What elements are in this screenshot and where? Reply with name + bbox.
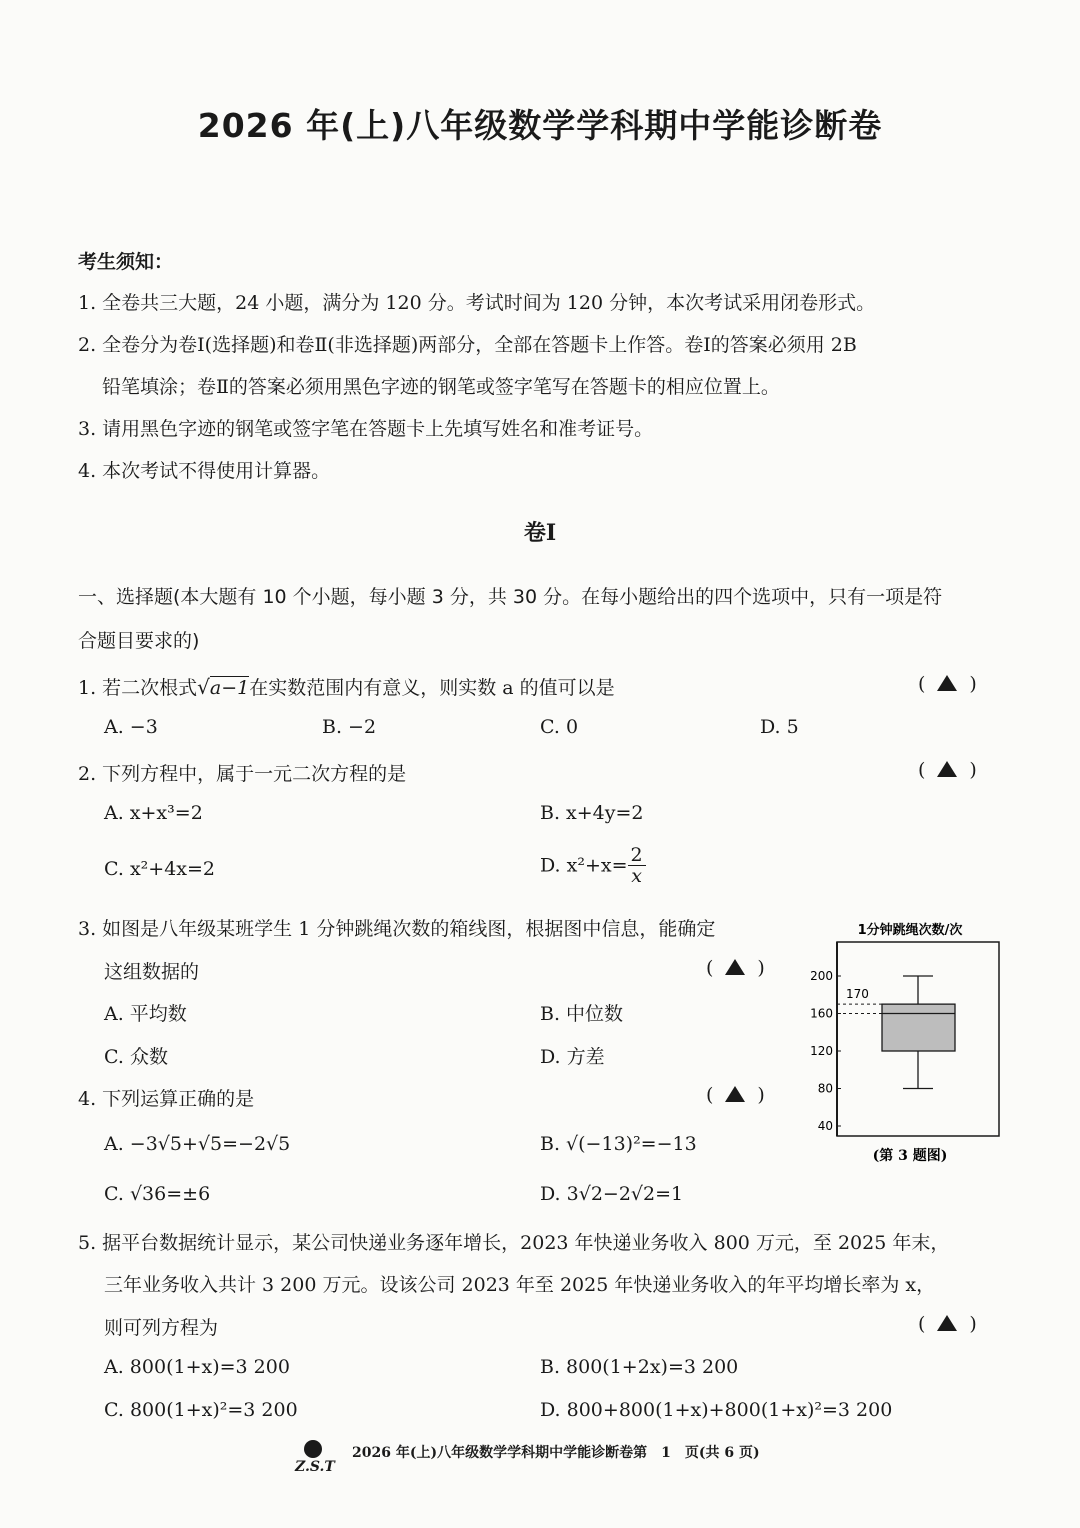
notice-item-1: 1. 全卷共三大题，24 小题，满分为 120 分。考试时间为 120 分钟，本次考试采用闭卷形式。: [78, 292, 876, 314]
notice-item-2: 2. 全卷分为卷Ⅰ(选择题)和卷Ⅱ(非选择题)两部分，全部在答题卡上作答。卷Ⅰ的答案必须用 2B: [78, 334, 857, 356]
page-title: 2026 年(上)八年级数学学科期中学能诊断卷: [197, 106, 883, 145]
q5-answer-blank[interactable]: ( ): [918, 1313, 977, 1335]
notice-item-4: 4. 本次考试不得使用计算器。: [78, 460, 331, 482]
triangle-icon: [725, 959, 745, 975]
q1-option-c[interactable]: C. 0: [540, 716, 579, 738]
logo-icon: [304, 1440, 322, 1458]
triangle-icon: [937, 675, 957, 691]
y-tick-label: 200: [810, 969, 833, 983]
section-heading: 一、选择题(本大题有 10 个小题，每小题 3 分，共 30 分。在每小题给出的四个选项中，只有一项是符: [78, 586, 943, 608]
notice-item-3: 3. 请用黑色字迹的钢笔或签字笔在答题卡上先填写姓名和准考证号。: [78, 418, 654, 440]
y-tick-label: 40: [817, 1119, 833, 1133]
q3-answer-blank[interactable]: ( ): [706, 957, 765, 979]
triangle-icon: [937, 761, 957, 777]
q4-stem: 4. 下列运算正确的是: [78, 1088, 255, 1110]
q1-option-b[interactable]: B. −2: [322, 716, 377, 738]
q4-option-d[interactable]: D. 3√2−2√2=1: [540, 1183, 684, 1205]
q3-annotation: 170: [846, 987, 869, 1002]
q3-stem-cont: 这组数据的: [104, 961, 200, 983]
q4-option-b[interactable]: B. √(−13)²=−13: [540, 1133, 697, 1155]
q4-option-c[interactable]: C. √36=±6: [104, 1183, 211, 1205]
y-tick-label: 160: [810, 1006, 833, 1021]
part-title: 卷Ⅰ: [523, 520, 557, 546]
y-tick-label: 120: [810, 1044, 833, 1058]
q1-answer-blank[interactable]: ( ): [918, 673, 977, 695]
q3-option-d[interactable]: D. 方差: [540, 1046, 605, 1068]
q5-option-d[interactable]: D. 800+800(1+x)+800(1+x)²=3 200: [540, 1399, 893, 1421]
q1-option-d[interactable]: D. 5: [760, 716, 799, 738]
q3-stem: 3. 如图是八年级某班学生 1 分钟跳绳次数的箱线图，根据图中信息，能确定: [78, 918, 716, 940]
logo-text: Z.S.T: [295, 1459, 335, 1475]
q2-option-d[interactable]: D. x²+x= $\frac{2}{x}$: [540, 845, 646, 886]
chart-title: 1分钟跳绳次数/次: [857, 923, 963, 938]
box-iqr: [882, 1004, 955, 1051]
section-heading-cont: 合题目要求的): [78, 630, 200, 652]
q5-option-b[interactable]: B. 800(1+2x)=3 200: [540, 1356, 739, 1378]
chart-caption: (第 3 题图): [872, 1148, 948, 1164]
q1-stem: 1. 若二次根式√a−1在实数范围内有意义，则实数 a 的值可以是: [78, 675, 615, 699]
q4-option-a[interactable]: A. −3√5+√5=−2√5: [104, 1133, 291, 1155]
q4-answer-blank[interactable]: ( ): [706, 1084, 765, 1106]
triangle-icon: [937, 1315, 957, 1331]
q1-radicand: a−1: [209, 677, 250, 699]
y-tick-label: 80: [817, 1081, 833, 1096]
q3-option-b[interactable]: B. 中位数: [540, 1003, 624, 1025]
q2-answer-blank[interactable]: ( ): [918, 759, 977, 781]
q3-option-c[interactable]: C. 众数: [104, 1046, 168, 1068]
q5-stem-cont2: 则可列方程为: [104, 1317, 219, 1339]
q5-stem: 5. 据平台数据统计显示，某公司快递业务逐年增长，2023 年快递业务收入 800 万元，至 2025 年末，: [78, 1232, 950, 1254]
q1-option-a[interactable]: A. −3: [104, 716, 158, 738]
q2-stem: 2. 下列方程中，属于一元二次方程的是: [78, 763, 407, 785]
q2-option-c[interactable]: C. x²+4x=2: [104, 858, 216, 880]
triangle-icon: [725, 1086, 745, 1102]
notice-item-2-cont: 铅笔填涂；卷Ⅱ的答案必须用黑色字迹的钢笔或签字笔写在答题卡的相应位置上。: [102, 376, 780, 398]
q2-option-a[interactable]: A. x+x³=2: [104, 802, 203, 824]
q5-stem-cont1: 三年业务收入共计 3 200 万元。设该公司 2023 年至 2025 年快递业务收入的年平均增长率为 x，: [104, 1274, 936, 1296]
notice-heading: 考生须知：: [78, 251, 174, 273]
q2-option-b[interactable]: B. x+4y=2: [540, 802, 644, 824]
q5-option-a[interactable]: A. 800(1+x)=3 200: [104, 1356, 290, 1378]
q3-option-a[interactable]: A. 平均数: [104, 1003, 187, 1025]
q5-option-c[interactable]: C. 800(1+x)²=3 200: [104, 1399, 298, 1421]
boxplot-chart: [800, 910, 1020, 1170]
page-footer: 2026 年(上)八年级数学学科期中学能诊断卷第 1 页(共 6 页): [352, 1445, 760, 1461]
